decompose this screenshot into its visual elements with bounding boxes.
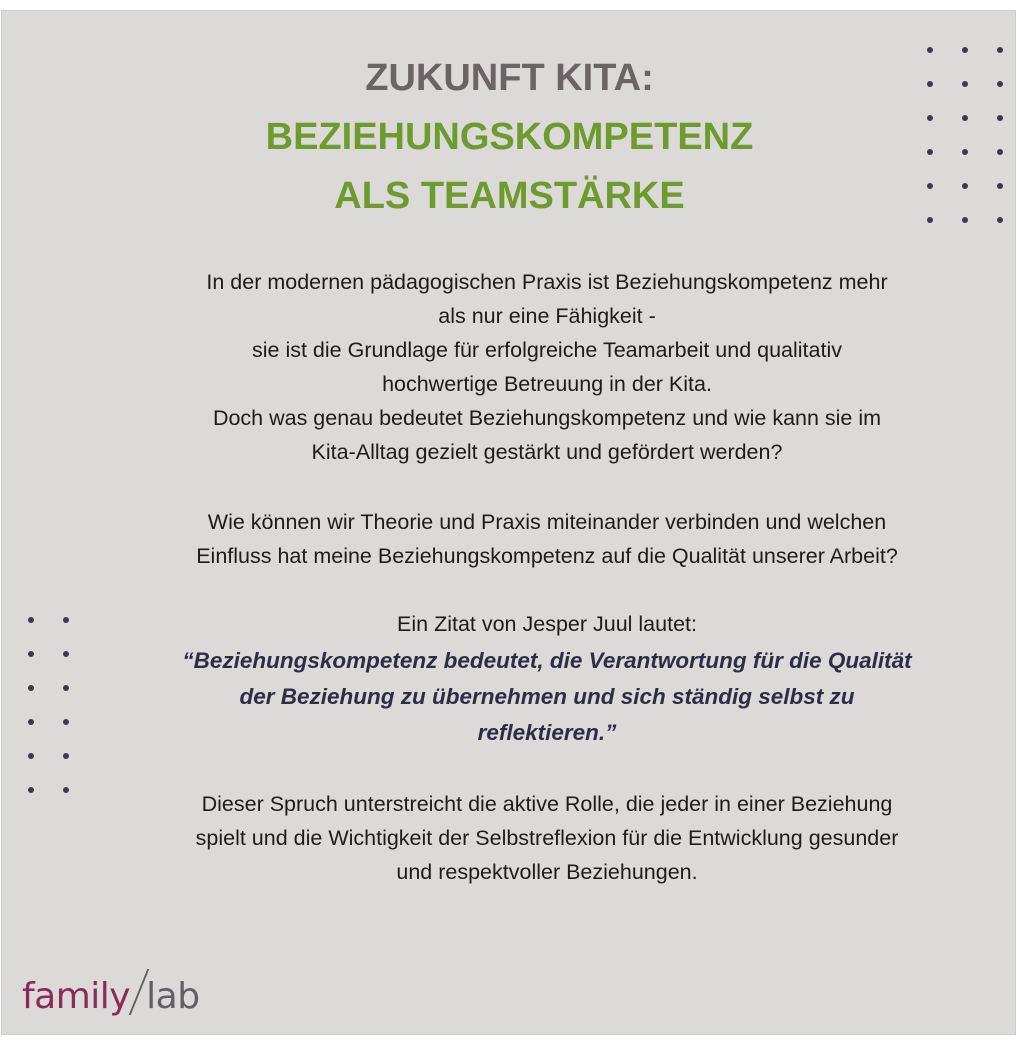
title-line-2: BEZIEHUNGSKOMPETENZ bbox=[265, 116, 754, 158]
quote-intro bbox=[132, 607, 962, 641]
intro-paragraph bbox=[132, 265, 962, 469]
closing-line: spielt und die Wichtigkeit der Selbstreflexion für die Entwicklung gesunder bbox=[195, 826, 899, 850]
quote bbox=[132, 643, 962, 751]
title-line-3: ALS TEAMSTÄRKE bbox=[334, 175, 685, 217]
quote-line: der Beziehung zu übernehmen und sich ständig selbst zu bbox=[239, 684, 855, 709]
closing-line: Dieser Spruch unterstreicht die aktive Rolle, die jeder in einer Beziehung bbox=[201, 792, 893, 816]
familylab-logo bbox=[22, 959, 200, 1019]
quote-line: “Beziehungskompetenz bedeutet, die Verantwortung für die Qualität bbox=[182, 648, 912, 673]
quote-intro-text: Ein Zitat von Jesper Juul lautet: bbox=[397, 612, 697, 636]
question-line: Wie können wir Theorie und Praxis miteinander verbinden und welchen bbox=[207, 510, 887, 534]
closing-line: und respektvoller Beziehungen. bbox=[396, 860, 698, 884]
decorative-dots-top-right bbox=[927, 47, 1016, 251]
intro-line: hochwertige Betreuung in der Kita. bbox=[382, 372, 712, 396]
intro-line: In der modernen pädagogischen Praxis ist Beziehungskompetenz mehr bbox=[206, 270, 888, 294]
decorative-dots-left bbox=[28, 617, 98, 821]
intro-line: Doch was genau bedeutet Beziehungskompetenz und wie kann sie im bbox=[212, 406, 882, 430]
intro-line: sie ist die Grundlage für erfolgreiche Teamarbeit und qualitativ bbox=[252, 338, 842, 362]
intro-line: Kita-Alltag gezielt gestärkt und gefördert werden? bbox=[311, 440, 783, 464]
question-line: Einfluss hat meine Beziehungskompetenz auf die Qualität unserer Arbeit? bbox=[196, 544, 898, 568]
document-page bbox=[1, 10, 1016, 1035]
title-line-1: ZUKUNFT KITA: bbox=[365, 57, 654, 99]
logo-lab-text: lab bbox=[146, 976, 200, 1017]
quote-line: reflektieren.” bbox=[477, 720, 617, 745]
closing-paragraph bbox=[132, 787, 962, 889]
question-paragraph bbox=[132, 505, 962, 573]
intro-line: als nur eine Fähigkeit - bbox=[438, 304, 656, 328]
logo-family-text: family bbox=[22, 976, 131, 1017]
